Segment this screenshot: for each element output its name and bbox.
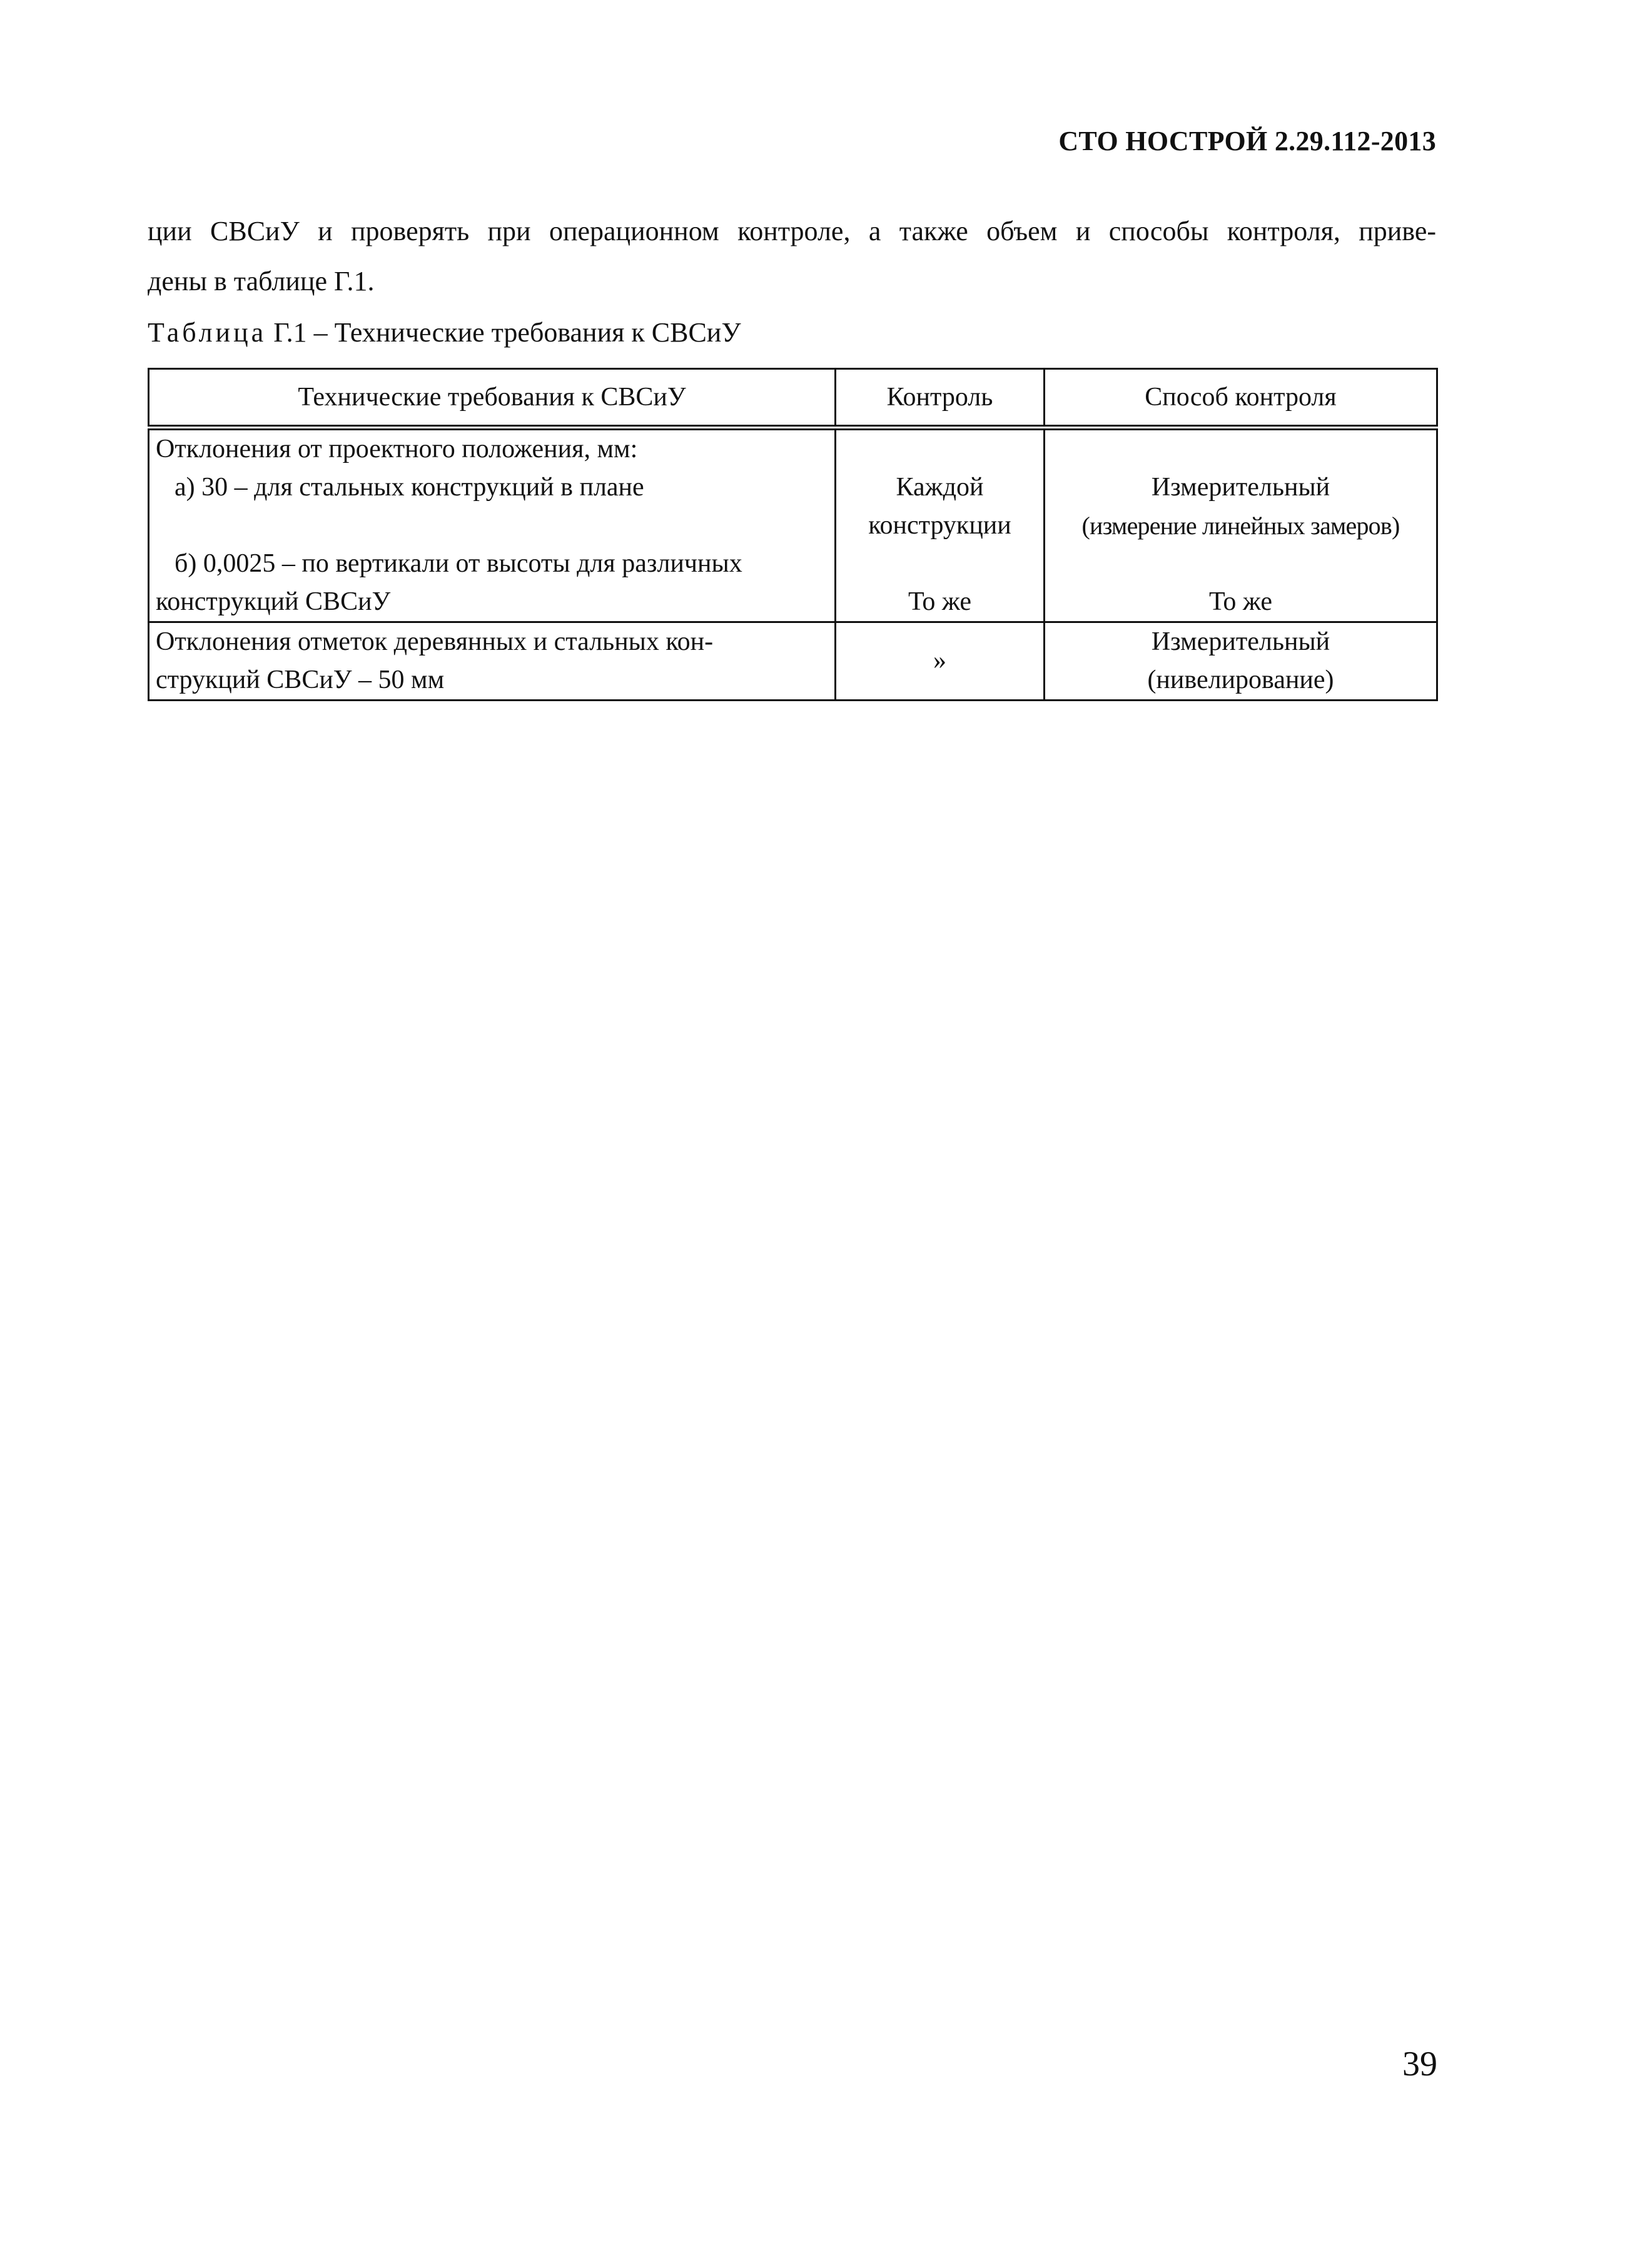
- requirement-line2: струкций СВСиУ – 50 мм: [156, 666, 445, 694]
- column-header-method: Способ контроля: [1045, 369, 1437, 428]
- table-caption-word: Таблица: [148, 317, 267, 348]
- method-a-line1: Измерительный: [1151, 473, 1330, 502]
- control-cell: [836, 428, 1045, 622]
- row-spacer: [156, 507, 828, 545]
- requirement-cell: [149, 428, 836, 622]
- control-b: То же: [908, 587, 972, 616]
- method-cell: [1045, 428, 1437, 622]
- requirement-item-a: а) 30 – для стальных конструкций в плане: [175, 473, 644, 502]
- intro-line-2: дены в таблице Г.1.: [148, 266, 375, 296]
- ditto-mark: »: [933, 646, 946, 675]
- row-spacer: [843, 430, 1037, 468]
- requirement-title: Отклонения от проектного положения, мм:: [156, 435, 638, 463]
- table-caption: [148, 316, 741, 348]
- method-line1: Измерительный: [1151, 627, 1330, 656]
- intro-line-1: ции СВСиУ и проверять при операционном контроле, а также объем и способы контроля, приве-: [148, 216, 1436, 246]
- control-a-line2: конструкции: [868, 511, 1011, 540]
- table-header-row: [149, 369, 1437, 428]
- requirement-item-b-line1: б) 0,0025 – по вертикали от высоты для различных: [175, 549, 742, 578]
- document-code-header: СТО НОСТРОЙ 2.29.112-2013: [1058, 126, 1436, 156]
- requirement-line1: Отклонения отметок деревянных и стальных кон-: [156, 627, 714, 656]
- control-cell: [836, 622, 1045, 701]
- requirements-table: [148, 368, 1438, 701]
- requirement-cell: [149, 622, 836, 701]
- control-a-line1: Каждой: [896, 473, 984, 502]
- method-a-line2: (измерение линейных замеров): [1081, 512, 1400, 540]
- row-spacer: [1051, 545, 1430, 583]
- method-b: То же: [1208, 587, 1273, 616]
- column-header-control: Контроль: [836, 369, 1045, 428]
- table-row: [149, 622, 1437, 701]
- page-number: 39: [1402, 2045, 1437, 2083]
- table-caption-text: Г.1 – Технические требования к СВСиУ: [273, 317, 741, 348]
- table-row: [149, 428, 1437, 622]
- column-header-requirements: Технические требования к СВСиУ: [149, 369, 836, 428]
- method-line2: (нивелирование): [1147, 666, 1334, 694]
- requirement-item-b-line2: конструкций СВСиУ: [156, 587, 391, 616]
- row-spacer: [843, 545, 1037, 583]
- row-spacer: [1051, 430, 1430, 468]
- intro-paragraph: [148, 206, 1436, 306]
- method-cell: [1045, 622, 1437, 701]
